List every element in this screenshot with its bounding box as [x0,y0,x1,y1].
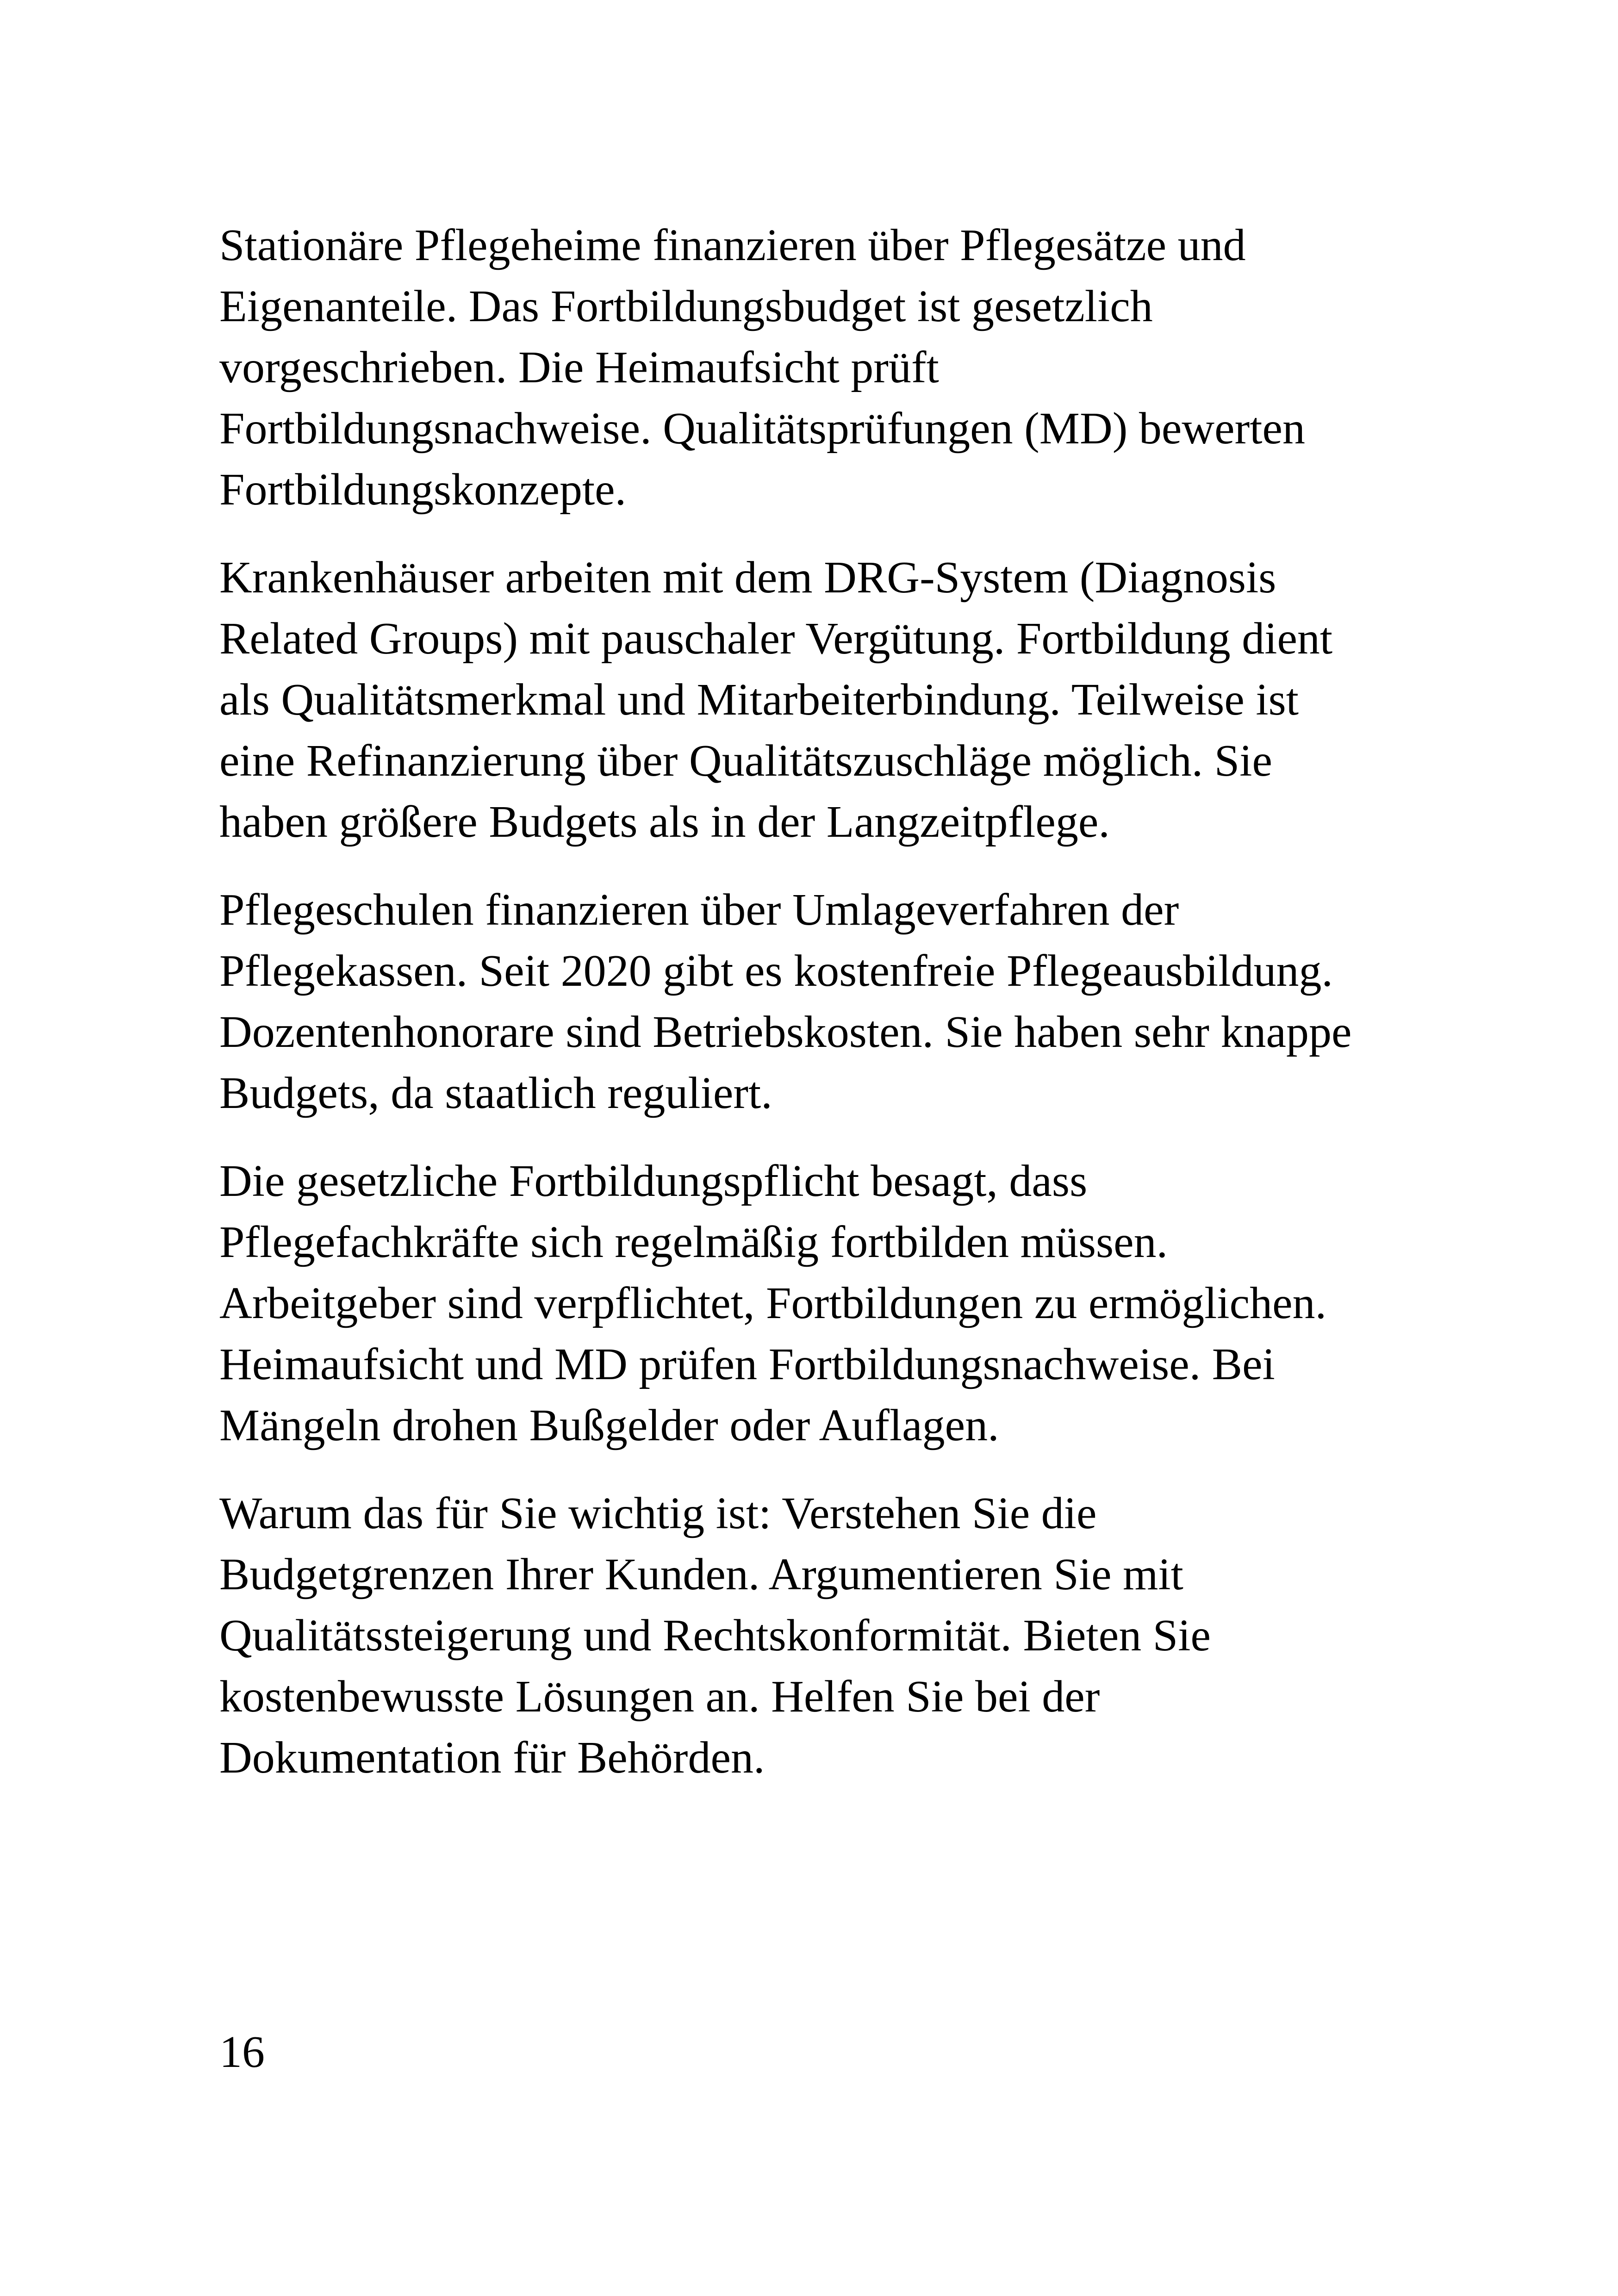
paragraph-pflegeschulen: Pflegeschulen finanzieren über Umlageverfahren der Pflegekassen. Seit 2020 gibt es kostenfreie Pflegeausbildung. Dozentenhonorare sind Betriebskosten. Sie haben sehr knappe Budgets, da staatlich reguliert. [219,885,1352,1118]
paragraph-fortbildungspflicht: Die gesetzliche Fortbildungspflicht besagt, dass Pflegefachkräfte sich regelmäßig fortbilden müssen. Arbeitgeber sind verpflichtet, Fortbildungen zu ermöglichen. Heimaufsicht und MD prüfen Fortbildungsnachweise. Bei Mängeln drohen Bußgelder oder Auflagen. [219,1156,1327,1450]
page-number: 16 [219,2027,265,2077]
paragraph-krankenhaeuser: Krankenhäuser arbeiten mit dem DRG-System (Diagnosis Related Groups) mit pauschaler Vergütung. Fortbildung dient als Qualitätsmerkmal und Mitarbeiterbindung. Teilweise ist eine Refinanzierung über Qualitätszuschläge möglich. Sie haben größere Budgets als in der Langzeitpflege. [219,553,1333,847]
paragraph-warum-wichtig: Warum das für Sie wichtig ist: Verstehen Sie die Budgetgrenzen Ihrer Kunden. Argumentieren Sie mit Qualitätssteigerung und Rechtskonformität. Bieten Sie kostenbewusste Lösungen an. Helfen Sie bei der Dokumentation für Behörden. [219,1488,1211,1783]
body-text [219,215,1432,1815]
paragraph-pflegeheime: Stationäre Pflegeheime finanzieren über Pflegesätze und Eigenanteile. Das Fortbildungsbudget ist gesetzlich vorgeschrieben. Die Heimaufsicht prüft Fortbildungsnachweise. Qualitätsprüfungen (MD) bewerten Fortbildungskonzepte. [219,220,1305,515]
